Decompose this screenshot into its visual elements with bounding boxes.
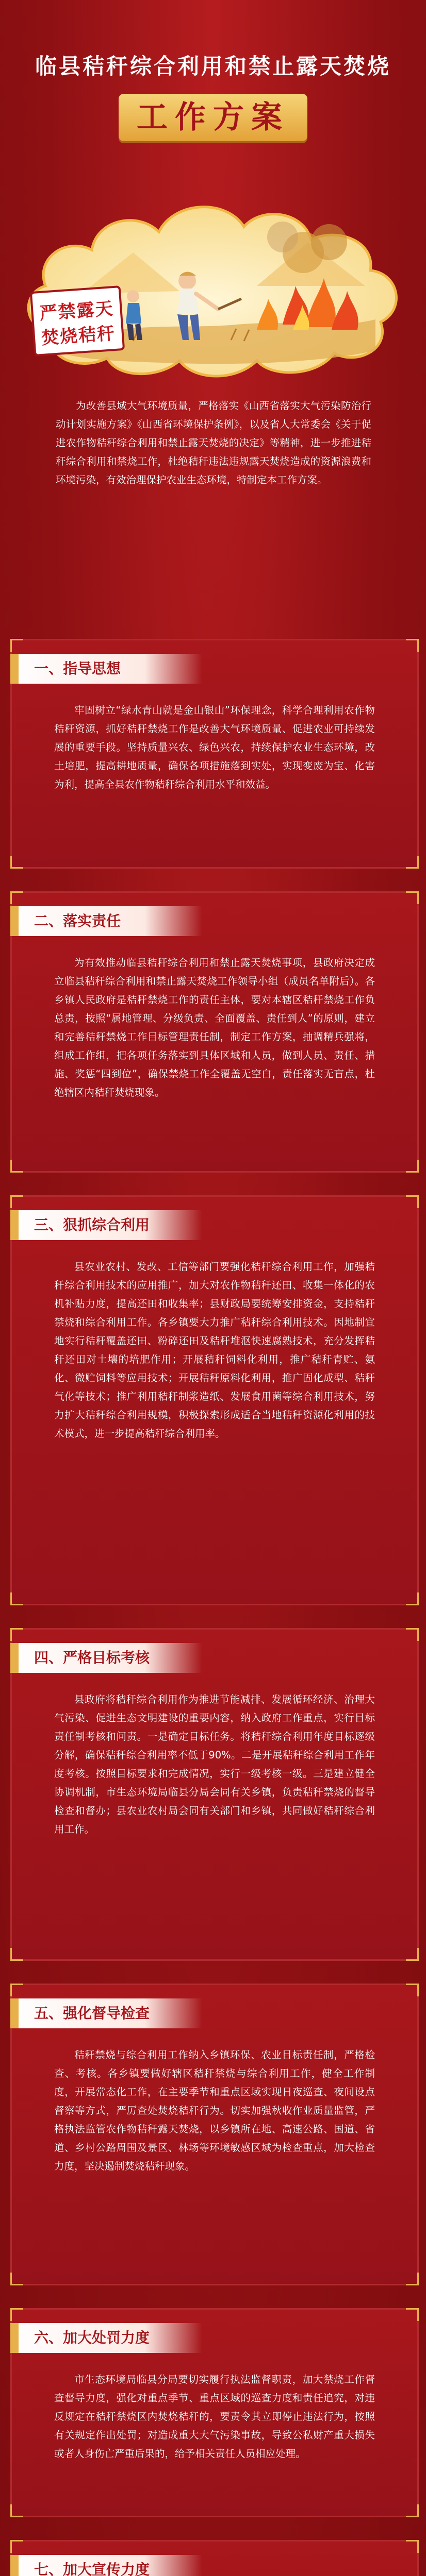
warning-badge: [30, 285, 125, 357]
section-title: 三、狠抓综合利用: [34, 1216, 150, 1233]
illustration-burning-field: [14, 175, 412, 392]
section-comprehensive-use: [10, 1195, 419, 1605]
section-body: 县政府将秸秆综合利用作为推进节能减排、发展循环经济、治理大气污染、促进生态文明建设的重要内容，纳入政府工作重点，实行目标责任制考核和问责。一是确定目标任务。将秸秆综合利用年度目标逐级分解，确保秸秆综合利用率不低于90%。二是开展秸秆综合利用工作年度考核。按照目标要求和完成情况，实行一级考核一级。三是建立健全协调机制，市生态环境局临县分局会同有关乡镇，负责秸秆禁烧的督导检查和督办；县农业农村局会同有关部门和乡镇，共同做好秸秆综合利用工作。: [54, 1693, 375, 1835]
section-heading: [10, 906, 202, 936]
document-subtitle: 工作方案: [137, 99, 289, 135]
section-body: 为有效推动临县秸秆综合利用和禁止露天焚烧事项，县政府决定成立临县秸秆综合利用和禁止露天焚烧工作领导小组（成员名单附后）。各乡镇人民政府是秸秆禁烧工作的责任主体，要对本辖区秸秆禁烧工作负总责，按照“属地管理、分级负责、全面覆盖、责任到人”的原则，建立和完善秸秆禁烧工作目标管理责任制，制定工作方案，抽调精兵强将，组成工作组，把各项任务落实到具体区域和人员，做到人员、责任、措施、奖惩“四到位”，确保禁烧工作全覆盖无空白，责任落实无盲点，杜绝辖区内秸秆焚烧现象。: [54, 957, 375, 1098]
section-supervision: [10, 1984, 419, 2285]
section-penalties: [10, 2308, 419, 2517]
warning-badge-line-2: 焚烧秸秆: [40, 323, 117, 349]
section-title: 五、强化督导检查: [34, 2005, 150, 2022]
section-body: 市生态环境局临县分局要切实履行执法监督职责，加大禁烧工作督查督导力度，强化对重点季节、重点区域的巡查力度和责任追究，对违反规定在秸秆禁烧区内焚烧秸秆的，要责令其立即停止违法行为，按照有关规定作出处罚；对造成重大大气污染事故，导致公私财产重大损失或者人身伤亡严重后果的，给予相关责任人员相应处理。: [54, 2374, 375, 2460]
section-body: 牢固树立“绿水青山就是金山银山”环保理念，科学合理利用农作物秸秆资源，抓好秸秆禁烧工作是改善大气环境质量、促进农业可持续发展的重要手段。坚持质量兴农、绿色兴农，持续保护农业生态环境，改土培肥，提高耕地质量，确保各项措施落到实处，实现变废为宝、化害为利，提高全县农作物秸秆综合利用水平和效益。: [54, 704, 375, 790]
section-responsibility: [10, 891, 419, 1173]
section-target-assessment: [10, 1628, 419, 1961]
section-body: 县农业农村、发改、工信等部门要强化秸秆综合利用工作，加强秸秆综合利用技术的应用推广，加大对农作物秸秆还田、收集一体化的农机补贴力度，提高还田和收集率；县财政局要统筹安排资金，支持秸秆禁烧和综合利用工作。各乡镇要大力推广秸秆综合利用技术。因地制宜地实行秸秆覆盖还田、粉碎还田及秸秆堆沤快速腐熟技术，充分发挥秸秆还田对土壤的培肥作用；开展秸秆饲料化利用，推广秸秆青贮、氨化、微贮饲料等应用技术；开展秸秆原料化利用，推广固化成型、秸秆气化等技术；推广利用秸秆制浆造纸、发展食用菌等综合利用技术，努力扩大秸秆综合利用规模，积极探索形成适合当地秸秆资源化利用的技术模式，进一步提高秸秆综合利用率。: [54, 1261, 375, 1439]
header: [0, 0, 426, 505]
section-title: 七、加大宣传力度: [34, 2561, 150, 2576]
section-title: 六、加大处罚力度: [34, 2329, 150, 2346]
section-heading: [10, 1998, 202, 2028]
subtitle-banner: [119, 94, 307, 141]
section-heading: [10, 2323, 202, 2353]
section-heading: [10, 1643, 202, 1673]
section-title: 一、指导思想: [34, 660, 121, 677]
section-heading: [10, 2555, 202, 2576]
section-guiding-thought: [10, 639, 419, 869]
section-body: 秸秆禁烧与综合利用工作纳入乡镇环保、农业目标责任制，严格检查、考核。各乡镇要做好辖区秸秆禁烧与综合利用工作，健全工作制度，开展常态化工作，在主要季节和重点区域实现日夜巡查、夜间设点督察等方式，严厉查处焚烧秸秆行为。切实加强秋收作业质量监管，严格执法监管农作物秸秆露天焚烧，以乡镇所在地、高速公路、国道、省道、乡村公路周围及景区、林场等环境敏感区域为检查重点，加大检查力度，坚决遏制焚烧秸秆现象。: [54, 2049, 375, 2172]
intro-paragraph: 为改善县域大气环境质量，严格落实《山西省落实大气污染防治行动计划实施方案》《山西省环境保护条例》，以及省人大常委会《关于促进农作物秸秆综合利用和禁止露天焚烧的决定》等精神，进一步推进秸秆综合利用和禁烧工作，杜绝秸秆违法违规露天焚烧造成的资源浪费和环境污染，有效治理保护农业生态环境，特制定本工作方案。: [56, 400, 371, 486]
section-title: 二、落实责任: [34, 912, 121, 929]
section-publicity: [10, 2540, 419, 2576]
warning-badge-line-1: 严禁露天: [39, 298, 114, 325]
document-title: 临县秸秆综合利用和禁止露天焚烧: [35, 54, 391, 79]
section-title: 四、严格目标考核: [34, 1649, 150, 1666]
section-heading: [10, 654, 202, 684]
section-heading: [10, 1210, 202, 1240]
